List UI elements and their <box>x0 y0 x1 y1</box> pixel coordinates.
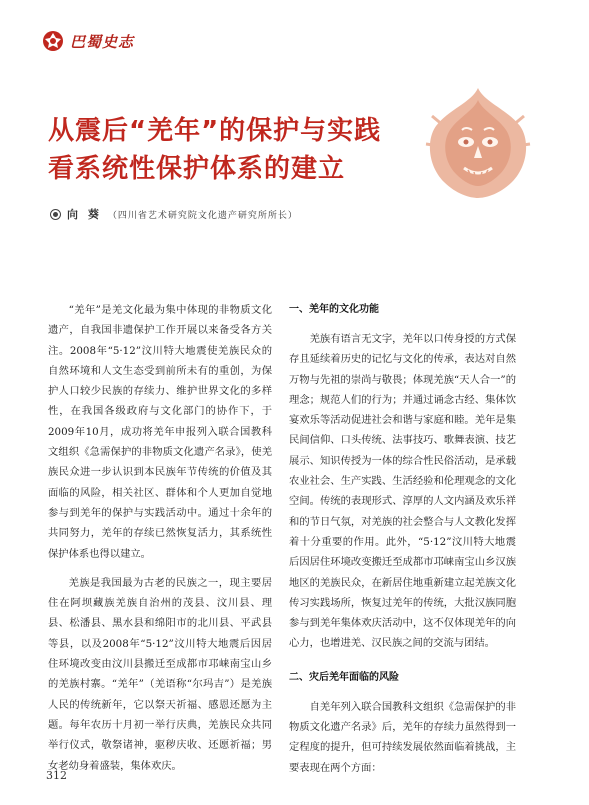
body-paragraph: 自羌年列入联合国教科文组织《急需保护的非物质文化遗产名录》后，羌年的存续力虽然得到一定程度的提升，但可持续发展依然面临着挑战，主要表现在两个方面： <box>289 700 516 774</box>
red-seal-logo-icon <box>42 30 64 52</box>
author-line <box>50 206 298 222</box>
section-heading: 二、灾后羌年面临的风险 <box>289 671 399 683</box>
double-circle-bullet-icon <box>50 209 61 220</box>
brand-text: 巴蜀史志 <box>70 32 135 51</box>
title-line-2: 看系统性保护体系的建立 <box>48 154 346 184</box>
author-name: 向 葵 <box>67 208 102 221</box>
title-line-1: 从震后“羌年”的保护与实践 <box>48 116 382 146</box>
body-paragraph: 羌族有语言无文字，羌年以口传身授的方式保存且延续着历史的记忆与文化的传承，表达对自然万物与先祖的崇尚与敬畏；体现羌族“天人合一”的理念；规范人们的行为；并通过诵念古经、集体饮宴欢乐等活动促进社会和谐与家庭和睦。羌年是集民间信仰、口头传统、法事技巧、歌舞表演、技艺展示、知识传授为一体的综合性民俗活动，是承载农业社会、生产实践、生活经验和伦理观念的文化空间。传统的表现形式、淳厚的人文内涵及欢乐祥和的节日气氛，对羌族的社会整合与人文教化发挥着十分重要的作用。此外，“5·12”汶川特大地震后因居住环境改变搬迁至成都市邛崃南宝山乡汉族地区的羌族民众，在新居住地重新建立起羌族文化传习实践场所，恢复过羌年的传统，大批汉族同胞参与到羌年集体欢庆活动中，这不仅体现羌年的向心力，也增进羌、汉民族之间的交流与团结。 <box>289 333 516 650</box>
author-affiliation: （四川省艺术研究院文化遗产研究所所长） <box>107 210 298 221</box>
left-column <box>48 300 272 776</box>
body-paragraph: 羌族是我国最为古老的民族之一，现主要居住在阿坝藏族羌族自治州的茂县、汶川县、理县、松潘县、黑水县和绵阳市的北川县、平武县等县，以及2008年“5·12”汶川特大地震后因居住环境改变由汶川县搬迁至成都市邛崃南宝山乡的羌族村寨。“羌年”（羌语称“尔玛吉”）是羌族人民的传统新年，它以祭天祈福、感恩还愿为主题。每年农历十月初一举行庆典，羌族民众共同举行仪式，敬祭诸神，驱秽庆收、还愿祈福；男女老幼身着盛装，集体欢庆。 <box>48 576 272 772</box>
section-heading: 一、羌年的文化功能 <box>289 304 379 315</box>
brand-header <box>42 30 134 52</box>
body-paragraph: “羌年”是羌文化最为集中体现的非物质文化遗产，自我国非遗保护工作开展以来备受各方关注。2008年“5·12”汶川特大地震使羌族民众的自然环境和人文生态受到前所未有的重创，为保护人口较少民族的存续力、维护世界文化的多样性，在我国各级政府与文化部门的协作下，于2009年10月，成功将羌年申报列入联合国教科文组织《急需保护的非物质文化遗产名录》，使羌族民众进一步认识到本民族年节传统的价值及其面临的风险，相关社区、群体和个人更加自觉地参与到羌年的保护与实践活动中。通过十余年的共同努力，羌年的存续已然恢复活力，其系统性保护体系也得以建立。 <box>48 304 272 560</box>
page-number: 312 <box>46 769 67 782</box>
right-column <box>289 300 516 778</box>
article-title <box>48 112 478 188</box>
